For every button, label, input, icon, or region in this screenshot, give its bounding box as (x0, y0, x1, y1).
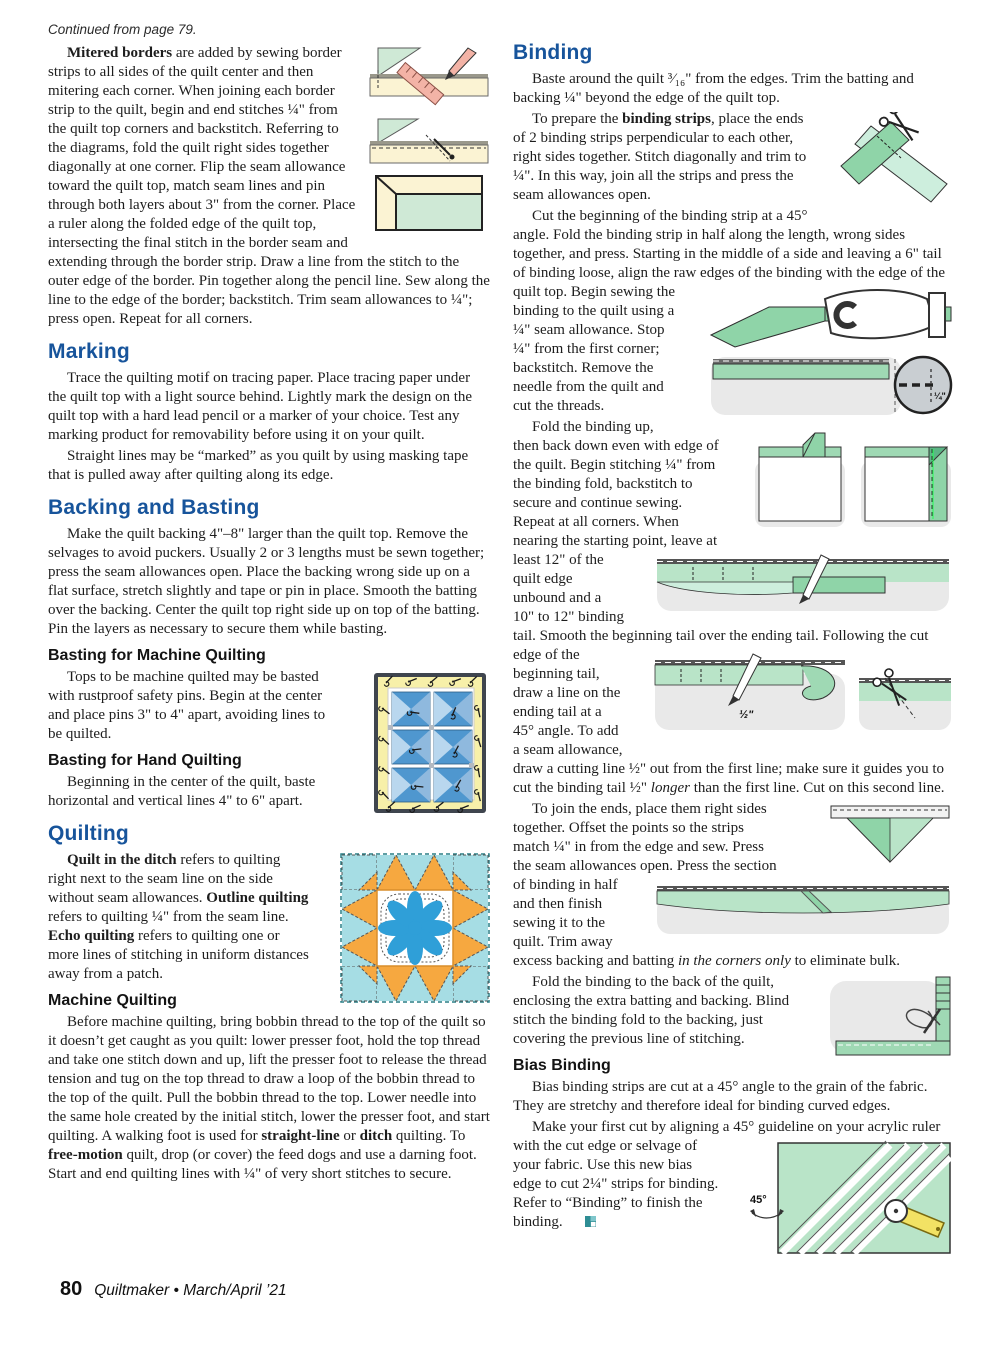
figure-binding-strips-scissors (818, 112, 953, 212)
subheading-basting-machine: Basting for Machine Quilting (48, 647, 266, 664)
magnifier-icon (895, 357, 951, 413)
smooth-tails-diagram (653, 553, 953, 615)
figure-pin-basted-quilt (353, 670, 490, 822)
strips-scissors-diagram (837, 112, 953, 206)
page-footer (60, 1278, 287, 1301)
figure-joined-strip (634, 880, 953, 942)
figure-mark-cut-tail (634, 648, 953, 742)
figure-smooth-tails (634, 553, 953, 621)
paragraph-binding-6: Fold the binding to the back of the quilt, enclosing the extra batting and backing. Blind stitch the binding fold to the backing, just covering the previous line of stitching. (513, 973, 953, 1049)
paragraph-marking-1: Trace the quilting motif on tracing paper. Place tracing paper under the quilt top with a light source behind. Lightly mark the design on the quilt top with a hard lead pencil or a marker of your choice. Test any marking product for removability before using it on your quilt. (48, 370, 473, 443)
svg-text:45°: 45° (750, 1194, 767, 1206)
presser-foot-icon (825, 290, 945, 338)
paragraph-machine-quilting: Before machine quilting, bring bobbin thread to the top of the quilt so it doesn’t get caught as you quilt: lower presser foot, hold the top thread and take one stitch down and up, lift the presser foot to release the thread tension and tug on the top thread to draw a loop of the bobbin thread to the top of the quilt. Pull the bobbin thread to the top. Lower needle into the same hole created by the initial stitch, lower the presser foot, and start quilting. A walking foot is used for straight-line or ditch quilting. To free-motion quilt, drop (or cover) the feed dogs and use a darning foot. Start and end quilting lines with ¼" of very short stitches to secure. (48, 1014, 490, 1182)
paragraph-binding-2: To prepare the binding strips, place the ends of 2 binding strips perpendicular to each other, right sides together. Stitch diagonally and trim to ¼". In this way, join all the strips and press the seam allowances open. (513, 110, 953, 205)
mitered-ruler-diagram (368, 46, 490, 110)
svg-text:½": ½" (739, 709, 754, 721)
magazine-title: Quiltmaker • March/April ’21 (94, 1282, 287, 1299)
paragraph-basting-hand: Beginning in the center of the quilt, baste horizontal and vertical lines 4" to 6" apart. (48, 774, 316, 809)
section-heading-quilting: Quilting (48, 822, 129, 845)
figure-bias-cutting (729, 1139, 953, 1263)
end-of-article-icon (566, 1214, 596, 1233)
paragraph-backing: Make the quilt backing 4"–8" larger than the quilt top. Remove the selvages to avoid puckers. Usually 2 or 3 lengths must be sewn together; press the seam allowances open. Place the backing wrong side up on a flat surface, stretch slightly and tape or pin in place. Smooth the batting over the backing. Center the quilt top right side up on top of the batting. Pin the layers as necessary to secure them while basting. (48, 526, 485, 637)
bias-cutting-diagram (748, 1139, 953, 1257)
paragraph-quilting: Quilt in the ditch refers to quilting right next to the seam line on the side without seam allowances. Outline quilting refers to quilting ¼" from the seam line. Echo quilting refers to quilting one or more lines of stitching in uniform distances away from a patch. (48, 851, 490, 984)
paragraph-binding-3: Cut the beginning of the binding strip at a 45° angle. Fold the binding strip in half along the length, wrong sides together, and press. Starting in the middle of a side and leaving a 6" tail of binding loose, align the raw edges of the binding with the ¼" edge of the quilt top. Begin sewing the binding to the quilt using a ¼" seam allowance. Stop ¼" from the first corner; backstitch. Remove the needle from the quilt and cut the threads. (513, 207, 953, 416)
paragraph-binding-4: Fold the binding up, then back down even with edge of the quilt. Begin stitching ¼" from the binding fold, backstitch to secure and continue sewing. Repeat at all corners. When nearing the starting point, leave at least 12" of the quilt edge unbound and a 10" to 12" binding tail. Smooth the beginning tail over the ending tail. Following the cut ½" edge of the beginning tail, draw a line on the ending tail at a 45° angle. To add a seam allowance, draw a cutting line ½" out from the first line; make sure it guides you to cut the binding tail ½" longer than the first line. Cut on this second line. (513, 418, 953, 798)
right-column (513, 30, 953, 1267)
subheading-machine-quilting: Machine Quilting (48, 992, 177, 1009)
section-heading-binding: Binding (513, 41, 593, 64)
paragraph-binding-5: To join the ends, place them right sides together. Offset the points so the strips match ¼" in from the edge and sew. Press the seam allowances open. Press the section of binding in half and then finish sewing it to the quilt. Trim away excess backing and batting in the corners only to eliminate bulk. (513, 800, 953, 971)
mitered-pin-diagram (368, 117, 490, 167)
star-block-diagram (340, 853, 490, 1003)
mitered-corner-diagram (368, 174, 484, 232)
paragraph-mitered-borders (48, 44, 490, 329)
paragraph-marking-2: Straight lines may be “marked” as you quilt by using masking tape that is pulled away after quilting along its edge. (48, 448, 469, 483)
figure-mitered-borders (368, 46, 490, 239)
continued-note: Continued from page 79. (48, 22, 197, 37)
figure-corner-folds (734, 431, 953, 535)
subheading-bias-binding: Bias Binding (513, 1057, 611, 1074)
mitered-borders-text: Mitered borders are added by sewing border strips to all sides of the quilt center and then mitering each corner. When joining each border strip to the quilt, begin and end stitches ¼" from the quilt top corners and backstitch. Referring to the diagrams, fold the quilt right sides together diagonally at one corner. Flip the seam allowance toward the quilt top, match seam lines and pin through both layers about 3" from the corner. Place a ruler along the folded edge of the quilt top, intersecting the final stitch in the border seam and extending through the border strip. Draw a line from the stitch to the outer edge of the border. Pin together along the pencil line. Sew along the line to the edge of the border; backstitch. Trim seam allowances to ¼"; press open. Repeat for all corners. (48, 45, 490, 327)
join-ends-diagram (813, 802, 953, 868)
figure-sewing-binding (686, 285, 953, 425)
blind-stitch-diagram (828, 975, 953, 1057)
joined-strip-diagram (653, 880, 953, 936)
subheading-basting-hand: Basting for Hand Quilting (48, 752, 242, 769)
svg-text:¼": ¼" (934, 391, 946, 401)
basted-quilt-diagram (372, 670, 490, 816)
mark-and-cut-diagram (653, 648, 953, 736)
corner-fold-diagrams (753, 431, 953, 529)
presser-foot-diagram (705, 285, 953, 419)
left-column (48, 22, 490, 1186)
figure-blind-stitch (809, 975, 953, 1063)
paragraph-binding-1: Baste around the quilt ³⁄₁₆" from the edges. Trim the batting and backing ¼" beyond the edge of the quilt top. (513, 71, 914, 106)
section-heading-backing-basting: Backing and Basting (48, 496, 260, 519)
paragraph-basting-machine: Tops to be machine quilted may be basted with rustproof safety pins. Begin at the center and place pins 3" to 4" apart, avoiding lines to be quilted. (48, 668, 490, 744)
flower-motif (378, 891, 452, 965)
figure-star-block (321, 853, 490, 1009)
figure-join-point (794, 802, 953, 874)
paragraph-bias-1: Bias binding strips are cut at a 45° angle to the grain of the fabric. They are stretchy and therefore ideal for binding curved edges. (513, 1079, 928, 1114)
page-number: 80 (60, 1278, 83, 1300)
paragraph-bias-2: Make your first cut by aligning a 45° guideline on your acrylic 45° ruler with the cut edge or selvage of your fabric. Use this new bias edge to cut 2¼" strips for binding. Refer to “Binding” to finish the binding. (513, 1118, 953, 1233)
section-heading-marking: Marking (48, 340, 130, 363)
